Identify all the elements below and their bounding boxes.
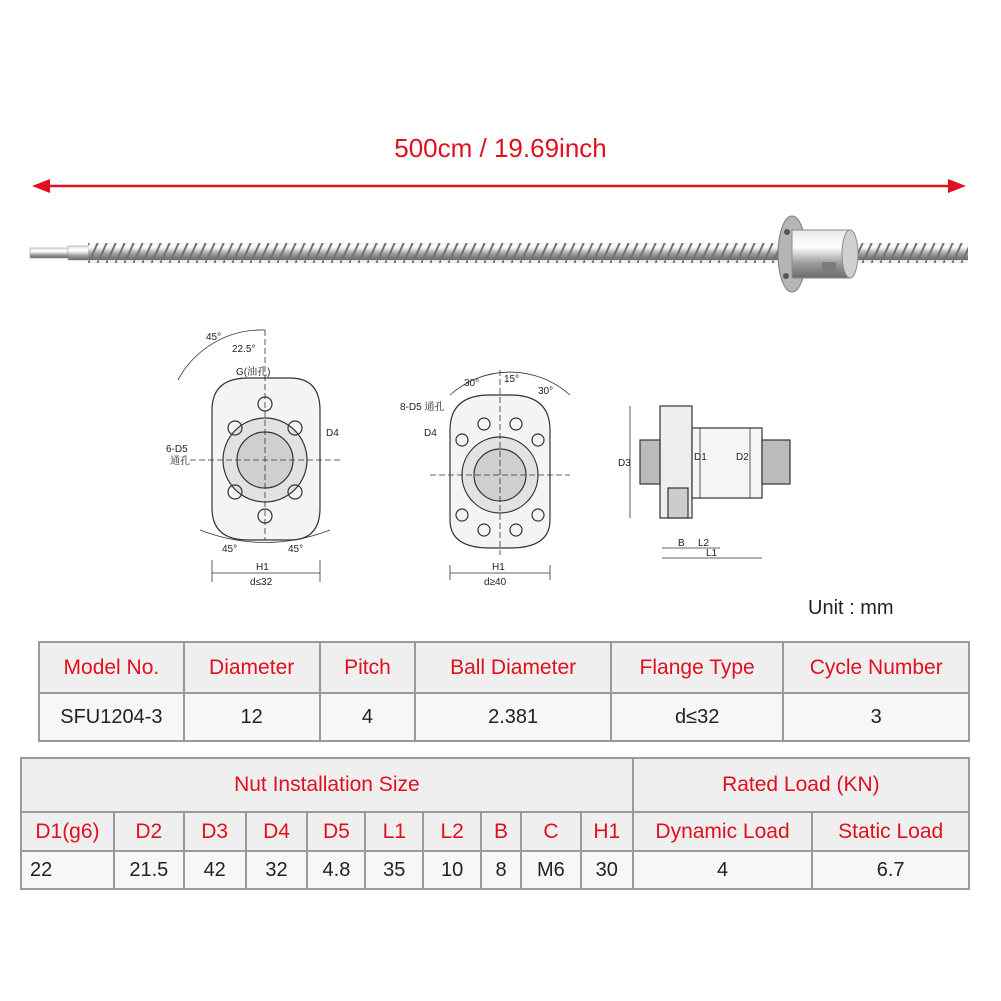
- header-d2: D2: [114, 812, 184, 851]
- cell-diameter: 12: [184, 693, 320, 741]
- cell-pitch: 4: [320, 693, 416, 741]
- side-view: [630, 406, 790, 558]
- header-d3: D3: [184, 812, 246, 851]
- cell-d5: 4.8: [307, 851, 365, 889]
- header-l1: L1: [365, 812, 423, 851]
- table-row: [39, 693, 969, 741]
- header-c: C: [521, 812, 581, 851]
- side-l2-label: L2: [698, 538, 710, 549]
- side-b-label: B: [678, 538, 685, 549]
- table-header-row: [21, 812, 969, 851]
- view2-d4-label: D4: [424, 428, 437, 439]
- view2-h1-label: H1: [492, 562, 505, 573]
- side-d2-label: D2: [736, 452, 749, 463]
- view2-flange-label: d≥40: [484, 577, 507, 588]
- view2-angle-3: 30°: [538, 386, 554, 397]
- side-l1-label: L1: [706, 548, 718, 559]
- cell-d1: 22: [21, 851, 114, 889]
- view1-hole-label: 6-D5: [166, 444, 188, 455]
- header-static-load: Static Load: [812, 812, 969, 851]
- view2-angle-2: 15°: [504, 374, 520, 385]
- header-d1: D1(g6): [21, 812, 114, 851]
- header-cycle-number: Cycle Number: [783, 642, 969, 693]
- side-d1-label: D1: [694, 452, 707, 463]
- cell-flange-type: d≤32: [611, 693, 784, 741]
- view1-angle-small: 22.5°: [232, 344, 256, 355]
- length-label: 500cm / 19.69inch: [394, 133, 607, 163]
- view1-d4-label: D4: [326, 428, 339, 439]
- view1-hole-label-2: 通孔: [170, 456, 190, 467]
- side-d3-label: D3: [618, 458, 631, 469]
- cell-l2: 10: [423, 851, 481, 889]
- header-l2: L2: [423, 812, 481, 851]
- cell-d2: 21.5: [114, 851, 184, 889]
- table-group-row: [21, 758, 969, 812]
- header-model-no: Model No.: [39, 642, 184, 693]
- group-rated-load: Rated Load (KN): [633, 758, 969, 812]
- group-nut-installation-size: Nut Installation Size: [21, 758, 633, 812]
- model-spec-table: [38, 641, 970, 742]
- header-b: B: [481, 812, 521, 851]
- view1-flange-label: d≤32: [250, 577, 273, 588]
- cell-c: M6: [521, 851, 581, 889]
- cell-d4: 32: [246, 851, 308, 889]
- header-dynamic-load: Dynamic Load: [633, 812, 813, 851]
- view1-g-label: G(油孔): [236, 367, 271, 378]
- header-ball-diameter: Ball Diameter: [415, 642, 611, 693]
- unit-label: Unit : mm: [808, 597, 894, 619]
- table-row: [21, 851, 969, 889]
- header-h1: H1: [581, 812, 633, 851]
- cell-h1: 30: [581, 851, 633, 889]
- view2-hole-label: 8-D5 通孔: [400, 402, 445, 413]
- header-diameter: Diameter: [184, 642, 320, 693]
- cell-ball-diameter: 2.381: [415, 693, 611, 741]
- header-flange-type: Flange Type: [611, 642, 784, 693]
- cell-static-load: 6.7: [812, 851, 969, 889]
- view2-angle-1: 30°: [464, 378, 480, 389]
- header-d4: D4: [246, 812, 308, 851]
- view1-angle-br: 45°: [288, 544, 304, 555]
- view1-h1-label: H1: [256, 562, 269, 573]
- cell-d3: 42: [184, 851, 246, 889]
- cell-model-no: SFU1204-3: [39, 693, 184, 741]
- front-view-2: [430, 370, 570, 580]
- view1-angle-top: 45°: [206, 332, 222, 343]
- table-header-row: [39, 642, 969, 693]
- cell-b: 8: [481, 851, 521, 889]
- header-d5: D5: [307, 812, 365, 851]
- cell-dynamic-load: 4: [633, 851, 813, 889]
- cell-l1: 35: [365, 851, 423, 889]
- header-pitch: Pitch: [320, 642, 416, 693]
- view1-angle-bl: 45°: [222, 544, 238, 555]
- nut-size-table: [20, 757, 970, 890]
- cell-cycle-number: 3: [783, 693, 969, 741]
